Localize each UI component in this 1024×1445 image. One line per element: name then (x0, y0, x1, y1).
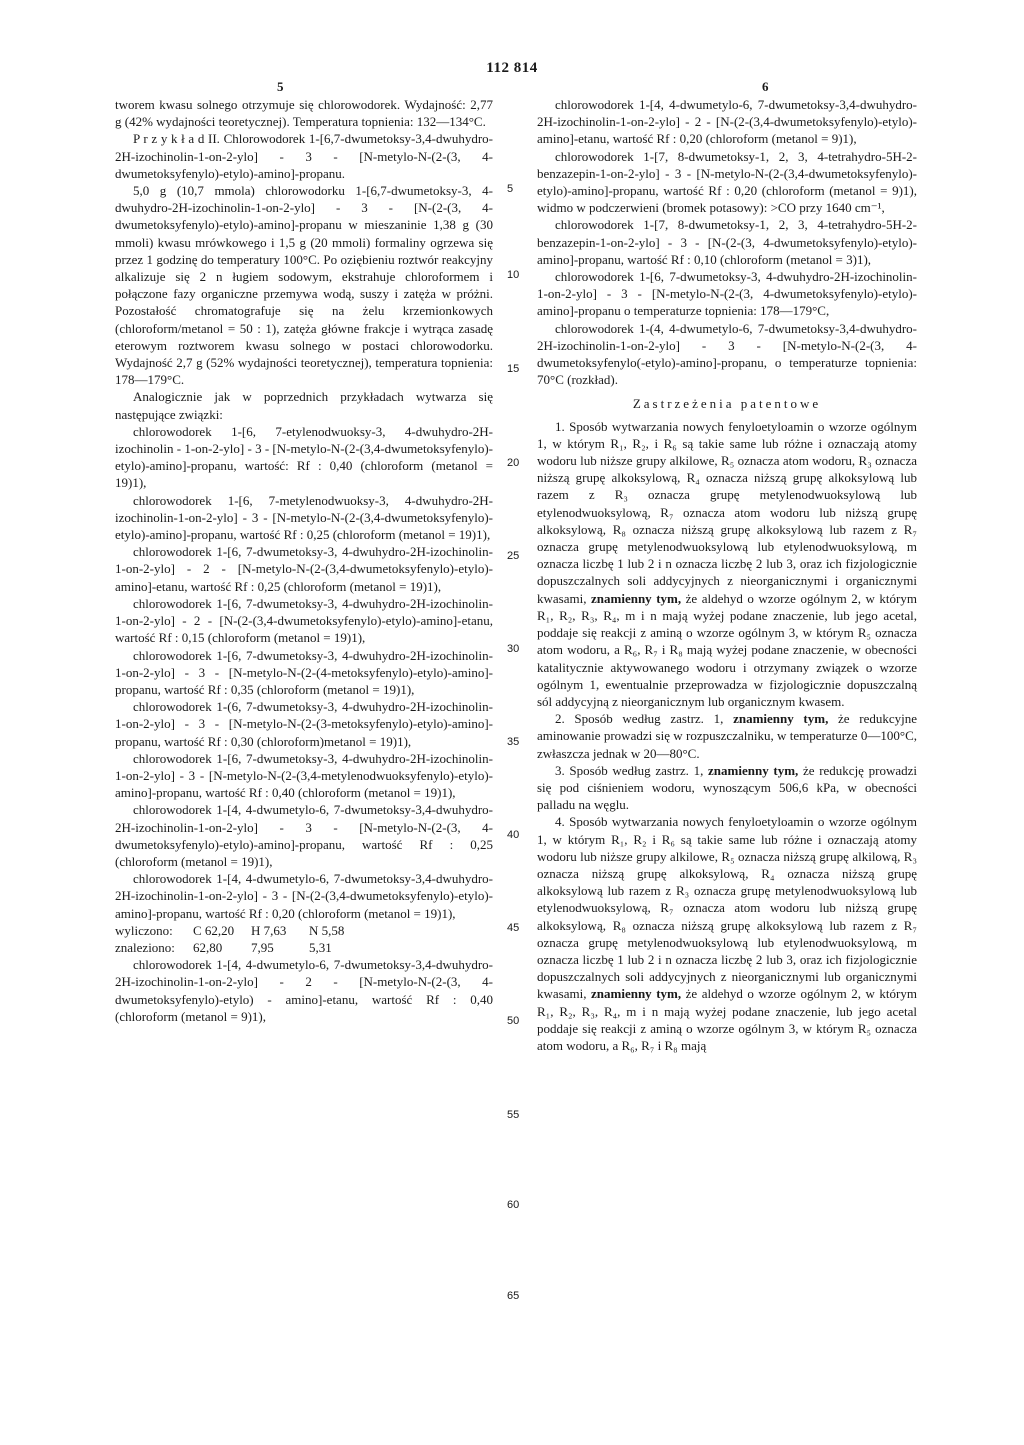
line-number: 20 (507, 457, 520, 469)
line-number: 55 (507, 1109, 520, 1121)
claim-3 (537, 762, 917, 814)
compound-entry: chlorowodorek 1-[4, 4-dwumetylo-6, 7-dwumetoksy-3,4-dwuhydro-2H-izochinolin-1-on-2-ylo] - 3 - [N-metylo-N-(2-(3, 4-dwumetoksyfenylo)-etylo)-amino]-propanu, wartość Rf : 0,25 (chloroform (metanol = 19)1), (115, 802, 493, 869)
patent-number: 112 814 (486, 60, 538, 76)
analysis-label-calculated: wyliczono: (115, 922, 173, 938)
analysis-h-found: 7,95 (251, 939, 274, 955)
compound-entry: chlorowodorek 1-[7, 8-dwumetoksy-1, 2, 3, 4-tetrahydro-5H-2-benzazepin-1-on-2-ylo] - 3 - [N-(2-(3, 4-dwumetoksyfenylo)-etylo)-amino]-propanu, wartość Rf : 0,10 (chloroform (metanol = 3)1), (537, 217, 917, 267)
claim-1-characterizing: znamienny tym, (591, 590, 682, 606)
compound-entry: chlorowodorek 1-[6, 7-metylenodwuoksy-3, 4-dwuhydro-2H-izochinolin-1-on-2-ylo] - 3 - [N-metylo-N-(2-(3,4-dwumetoksyfenylo)-etylo)-amino]-propanu, wartość Rf : 0,25 (chloroform (metanol = 19)1), (115, 492, 493, 543)
line-number: 10 (507, 269, 520, 281)
right-column (537, 96, 917, 1054)
compound-entry: chlorowodorek 1-[4, 4-dwumetylo-6, 7-dwumetoksy-3,4-dwuhydro-2H-izochinolin-1-on-2-ylo] - 3 - [N-(2-(3,4-dwumetoksyfenylo)-etylo)-amino]-propanu, wartość Rf : 0,20 (chloroform (metanol = 19)1), (115, 871, 493, 921)
paragraph-yield: tworem kwasu solnego otrzymuje się chlorowodorek. Wydajność: 2,77 g (42% wydajności teoretycznej). Temperatura topnienia: 132—134°C. (115, 97, 493, 130)
line-number: 30 (507, 643, 520, 655)
claim-3-rest: że redukcję prowadzi się pod ciśnieniem wodoru, wynoszącym 506,6 kPa, w obecności palladu na węglu. (537, 762, 918, 813)
compound-entry: chlorowodorek 1-[4, 4-dwumetylo-6, 7-dwumetoksy-3,4-dwuhydro-2H-izochinolin-1-on-2-ylo] - 2 - [N-(2-(3,4-dwumetoksyfenylo)-etylo)-amino]-etanu, wartość Rf : 0,20 (chloroform (metanol = 9)1), (537, 97, 917, 147)
example-heading: P r z y k ł a d II. Chlorowodorek 1-[6,7-dwumetoksy-3,4-dwuhydro-2H-izochinolin-1-on-2-ylo] - 3 - [N-metylo-N-(2-(3, 4-dwumetoksyfenylo)-etylo)-amino]-propanu. (115, 131, 493, 181)
compound-entry: chlorowodorek 1-[6, 7-dwumetoksy-3, 4-dwuhydro-2H-izochinolin-1-on-2-ylo] - 2 - [N-(2-(3,4-dwumetoksyfenylo)-etylo)-amino]-etanu, wartość Rf : 0,15 (chloroform (metanol = 19)1), (115, 595, 493, 646)
line-number: 50 (507, 1015, 520, 1027)
analysis-n-found: 5,31 (309, 939, 332, 955)
claim-1 (537, 418, 917, 710)
claim-4-text: 4. Sposób wytwarzania nowych fenyloetyloamin o wzorze ogólnym 1, w którym R₁, R₂ i R₆ są takie same lub różne i oznaczają atomy wodoru lub niższe grupy alkilowe, R₅ oznacza niższą grupę alkilową, R₃ oznacza niższą grupę alkoksylową, R₄ oznacza niższą grupę alkoksylową lub razem z R₃ oznacza grupę metylenodwuoksylową lub etylenodwuoksylową, R₇ oznacza atom wodoru lub niższą grupę alkoksylową, R₈ oznacza niższą grupę alkoksylową lub razem z R₇ oznacza grupę metylenodwuoksylową lub etylenodwuoksylową, m oznacza liczbę 1 lub 2 i n oznacza liczbę 2 lub 3, oraz ich fizjologicznie dopuszczalnych soli addycyjnych z nieorganicznymi lub organicznymi kwasami, (537, 814, 917, 1002)
line-number: 40 (507, 829, 520, 841)
analog-intro: Analogicznie jak w poprzednich przykładach wytwarza się następujące związki: (115, 389, 493, 422)
elemental-analysis (115, 922, 493, 956)
compound-entry: chlorowodorek 1-[6, 7-dwumetoksy-3, 4-dwuhydro-2H-izochinolin-1-on-2-ylo] - 3 - [N-metylo-N-(2-(3, 4-dwumetoksyfenylo)-etylo)-amino]-propanu o temperaturze topnienia: 178—179°C, (537, 269, 917, 319)
claim-3-start: 3. Sposób według zastrz. 1, (555, 762, 704, 778)
line-number: 60 (507, 1199, 520, 1211)
claim-3-characterizing: znamienny tym, (708, 762, 799, 778)
claim-2-characterizing: znamienny tym, (733, 711, 829, 727)
line-number: 35 (507, 736, 520, 748)
analysis-h-calculated: H 7,63 (251, 922, 287, 938)
line-number: 5 (507, 183, 514, 195)
line-number: 65 (507, 1290, 520, 1302)
compound-entry: chlorowodorek 1-(4, 4-dwumetylo-6, 7-dwumetoksy-3,4-dwuhydro-2H-izochinolin-1-on-2-ylo] - 3 - [N-metylo-N-(2-(3, 4-dwumetoksyfenylo(-etylo)-amino]-propanu, o temperaturze topnienia: 70°C (rozkład). (537, 320, 917, 388)
page-number-left: 5 (277, 79, 284, 94)
claim-4-characterizing: znamienny tym, (591, 986, 682, 1002)
compound-entry: chlorowodorek 1-[6, 7-dwumetoksy-3, 4-dwuhydro-2H-izochinolin-1-on-2-ylo] - 3 - [N-metylo-N-(2-(4-metoksyfenylo)-etylo)-amino]-propanu, wartość Rf : 0,35 (chloroform (metanol = 19)1), (115, 647, 493, 697)
example-procedure: 5,0 g (10,7 mmola) chlorowodorku 1-[6,7-dwumetoksy-3, 4-dwuhydro-2H-izochinolin-1-on-2-ylo] - 3 - [N-(2-(3, 4-dwumetoksyfenylo)-etylo)-amino]-propanu w mieszaninie 1,38 g (30 mmoli) kwasu mrówkowego i 1,5 g (20 mmoli) formaliny ogrzewa się przez 1 godzinę do temperatury 100°C. Po oziębieniu roztwór reakcyjny alkalizuje się 2 n ługiem sodowym, ekstrahuje chloroformem i połączone fazy organiczne przemywa wodą, suszy i zatęża w próżni. Pozostałość chromatografuje się na żelu krzemionkowych (chloroform/metanol = 50 : 1), zatęża główne frakcje i wytrąca zasadę eterowym roztworem kwasu solnego w postaci chlorowodorku. Wydajność 2,7 g (52% wydajności teoretycznej), temperatura topnienia: 178—179°C. (115, 183, 493, 388)
compound-entry: chlorowodorek 1-[6, 7-dwumetoksy-3, 4-dwuhydro-2H-izochinolin-1-on-2-ylo] - 2 - [N-metylo-N-(2-(3,4-dwumetoksyfenylo)-etylo)-amino]-etanu, wartość Rf : 0,25 (chloroform (metanol = 19)1), (115, 544, 493, 594)
analysis-c-calculated: C 62,20 (193, 922, 235, 938)
claim-2 (537, 710, 917, 762)
claims-heading: Zastrzeżenia patentowe (632, 396, 822, 412)
analysis-label-found: znaleziono: (115, 939, 175, 955)
claim-4-rest: że aldehyd o wzorze ogólnym 2, w którym R₁, R₂, R₃, R₄, m i n mają wyżej podane znaczenie, lub jego acetal poddaje się reakcji z aminą o wzorze ogólnym 3, w którym R₅ oznacza atom wodoru, a R₆, R₇ i R₈ mają (537, 986, 917, 1053)
compound-entry: chlorowodorek 1-[6, 7-etylenodwuoksy-3, 4-dwuhydro-2H-izochinolin - 1-on-2-ylo] - 3 - [N-metylo-N-(2-(3,4-dwumetoksyfenylo)-etylo)-amino]-propanu, wartość: Rf : 0,40 (chloroform (metanol = 19)1), (115, 423, 493, 491)
compound-entry: chlorowodorek 1-[7, 8-dwumetoksy-1, 2, 3, 4-tetrahydro-5H-2-benzazepin-1-on-2-ylo] - 3 - [N-metylo-N-(2-(3,4-dwumetoksyfenylo)-etylo)-amino]-propanu, wartość Rf : 0,20 (chloroform (metanol = 9)1), widmo w podczerwieni (bromek potasowy): >CO przy 1640 cm⁻¹, (537, 148, 917, 216)
claim-2-start: 2. Sposób według zastrz. 1, (555, 711, 724, 727)
claim-2-rest: że redukcyjne aminowanie prowadzi się w rozpuszczalniku, w temperaturze 0—100°C, zwłaszcza jednak w 20—80°C. (537, 711, 917, 761)
page-number-right: 6 (762, 79, 769, 94)
claim-4 (537, 813, 917, 1054)
left-column (115, 96, 493, 1025)
claim-1-rest: że aldehyd o wzorze ogólnym 2, w którym R₁, R₂, R₃, R₄, m i n mają wyżej podane znaczenie, lub jego acetal, poddaje się reakcji z aminą o wzorze ogólnym 3, w którym R₅ oznacza atom wodoru, a R₆, R₇ i R₈ mają wyżej podane znaczenie, w obecności katalitycznie aktywowanego wodoru i otrzymany związek o wzorze ogólnym 1, ewentualnie przeprowadza w fizjologicznie dopuszczalną sól addycyjną z nieorganicznym lub organicznym kwasem. (537, 590, 917, 709)
compound-entry: chlorowodorek 1-[6, 7-dwumetoksy-3, 4-dwuhydro-2H-izochinolin-1-on-2-ylo] - 3 - [N-metylo-N-(2-(3,4-metylenodwuoksyfenylo)-etylo)-amino]-propanu, wartość Rf : 0,40 (chloroform (metanol = 19)1), (115, 750, 493, 801)
line-number: 25 (507, 550, 520, 562)
analysis-n-calculated: N 5,58 (309, 922, 345, 938)
claim-1-text: 1. Sposób wytwarzania nowych fenyloetyloamin o wzorze ogólnym 1, w którym R₁, R₂, i R₆ są takie same lub różne i oznaczają atomy wodoru lub niższe grupy alkilowe, R₅ oznacza atom wodoru, R₃ oznacza niższą grupę alkoksylową, R₄ oznacza niższą grupę alkoksylową lub razem z R₃ oznacza grupę metylenodwuoksylową lub etylenodwuoksylową, R₇ oznacza atom wodoru lub niższą grupę alkoksylową, R₈ oznacza niższą grupę alkoksylową lub razem z R₇ oznacza grupę metylenodwuoksylową lub etylenodwuoksylową, m oznacza liczbę 1 lub 2 i n oznacza liczbę 2 lub 3, oraz ich fizjologicznie dopuszczalnych soli addycyjnych z nieorganicznymi i organicznymi kwasami, (537, 418, 917, 606)
compound-entry: chlorowodorek 1-[4, 4-dwumetylo-6, 7-dwumetoksy-3,4-dwuhydro-2H-izochinolin-1-on-2-ylo] - 2 - [N-metylo-N-(2-(3, 4-dwumetoksyfenylo)-etylo) - amino]-etanu, wartość Rf : 0,40 (chloroform (metanol = 9)1), (115, 957, 493, 1024)
compound-entry: chlorowodorek 1-(6, 7-dwumetoksy-3, 4-dwuhydro-2H-izochinolin-1-on-2-ylo] - 3 - [N-metylo-N-(2-(3-metoksyfenylo)-etylo)-amino]-propanu, wartość Rf : 0,30 (chloroform)metanol = 19)1), (115, 699, 493, 749)
line-number: 45 (507, 922, 520, 934)
line-number: 15 (507, 363, 520, 375)
analysis-c-found: 62,80 (193, 939, 223, 955)
